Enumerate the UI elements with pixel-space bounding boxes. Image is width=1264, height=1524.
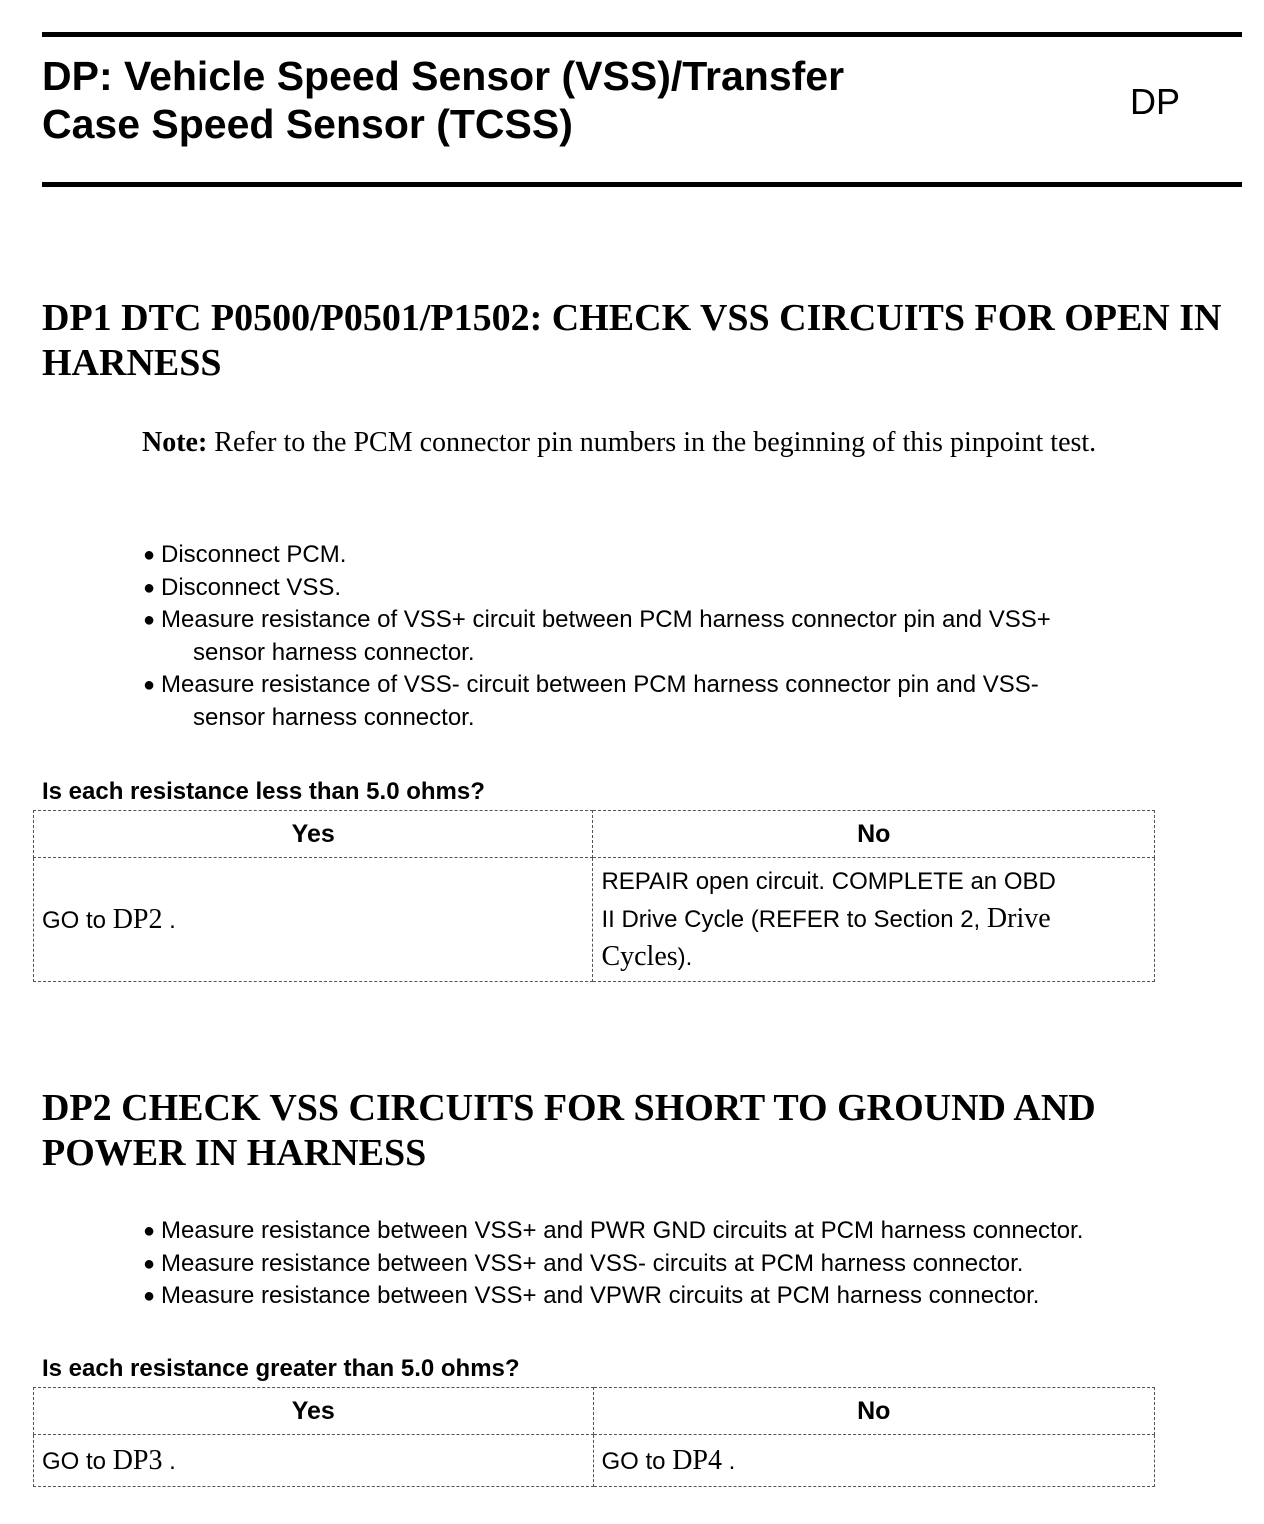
yes-cell: [34, 858, 593, 982]
list-item: [143, 1280, 1235, 1313]
bullet-text-continued: sensor harness connector.: [193, 638, 475, 666]
dp1-result-table: [33, 810, 1155, 982]
bullet-icon: ●: [143, 576, 156, 599]
yes-text: GO to: [42, 906, 113, 934]
list-item: [143, 604, 1235, 669]
bullet-icon: ●: [143, 1285, 156, 1307]
step-heading-dp2: DP2 CHECK VSS CIRCUITS FOR SHORT TO GROUND AND POWER IN HARNESS: [42, 1087, 1096, 1174]
note-text: Refer to the PCM connector pin numbers in the beginning of this pinpoint test.: [207, 427, 1097, 458]
dp2-bullet-list: [125, 1215, 1235, 1313]
no-text-line2: II Drive Cycle (REFER to Section 2,: [601, 906, 987, 933]
no-text-line1: REPAIR open circuit. COMPLETE an OBD: [601, 868, 1056, 895]
bullet-icon: ●: [143, 609, 156, 631]
list-item: [143, 539, 1235, 572]
no-header: No: [593, 1388, 1155, 1435]
table-row: [34, 858, 1155, 982]
no-cell: [593, 858, 1155, 982]
bullet-text: Measure resistance of VSS+ circuit between PCM harness connector pin and VSS+: [161, 606, 1051, 633]
bullet-icon: ●: [143, 1252, 156, 1275]
note-label: Note:: [142, 427, 208, 458]
no-suffix: .: [721, 1447, 736, 1475]
note: [142, 424, 1232, 462]
yes-text: GO to: [42, 1447, 113, 1475]
yes-header: Yes: [34, 1388, 594, 1435]
list-item: [143, 669, 1235, 734]
bullet-text-continued: sensor harness connector.: [193, 703, 475, 731]
no-text-line3-suffix: ).: [677, 944, 693, 971]
bullet-text: Disconnect PCM.: [161, 541, 347, 568]
go-to-dp3-link[interactable]: DP3: [112, 1444, 163, 1476]
list-item: [143, 572, 1235, 605]
yes-suffix: .: [162, 906, 176, 934]
top-rule: [42, 32, 1242, 37]
dp2-question: Is each resistance greater than 5.0 ohms?: [42, 1355, 520, 1382]
no-text: GO to: [601, 1447, 673, 1475]
bullet-icon: ●: [143, 544, 156, 566]
no-header: No: [593, 811, 1155, 858]
list-item: [143, 1215, 1235, 1248]
yes-suffix: .: [162, 1447, 176, 1475]
dp1-bullet-list: [125, 539, 1235, 734]
drive-cycles-link-part2[interactable]: Cycles: [601, 941, 678, 972]
step-heading-dp1: DP1 DTC P0500/P0501/P1502: CHECK VSS CIRCUITS FOR OPEN IN HARNESS: [42, 297, 1222, 384]
go-to-dp4-link[interactable]: DP4: [672, 1444, 722, 1476]
table-row: [34, 1435, 1155, 1487]
drive-cycles-link-part1[interactable]: Drive: [986, 903, 1051, 934]
bullet-icon: ●: [143, 1220, 156, 1242]
yes-cell: [34, 1435, 594, 1487]
bullet-text: Measure resistance of VSS- circuit between PCM harness connector pin and VSS-: [161, 671, 1039, 698]
table-header-row: [34, 1388, 1155, 1435]
go-to-dp2-link[interactable]: DP2: [112, 903, 163, 935]
bullet-text: Disconnect VSS.: [161, 573, 342, 601]
yes-header: Yes: [34, 811, 593, 858]
list-item: [143, 1248, 1235, 1281]
header-bottom-rule: [42, 182, 1242, 187]
bullet-icon: ●: [143, 674, 156, 696]
page-title: DP: Vehicle Speed Sensor (VSS)/Transfer Case Speed Sensor (TCSS): [42, 53, 845, 147]
dp2-result-table: [33, 1387, 1155, 1487]
section-code: DP: [1130, 81, 1181, 122]
no-cell: [593, 1435, 1155, 1487]
bullet-text: Measure resistance between VSS+ and PWR GND circuits at PCM harness connector.: [161, 1217, 1084, 1244]
table-header-row: [34, 811, 1155, 858]
dp1-question: Is each resistance less than 5.0 ohms?: [42, 778, 485, 805]
bullet-text: Measure resistance between VSS+ and VSS- circuits at PCM harness connector.: [161, 1249, 1024, 1277]
bullet-text: Measure resistance between VSS+ and VPWR circuits at PCM harness connector.: [161, 1282, 1040, 1309]
